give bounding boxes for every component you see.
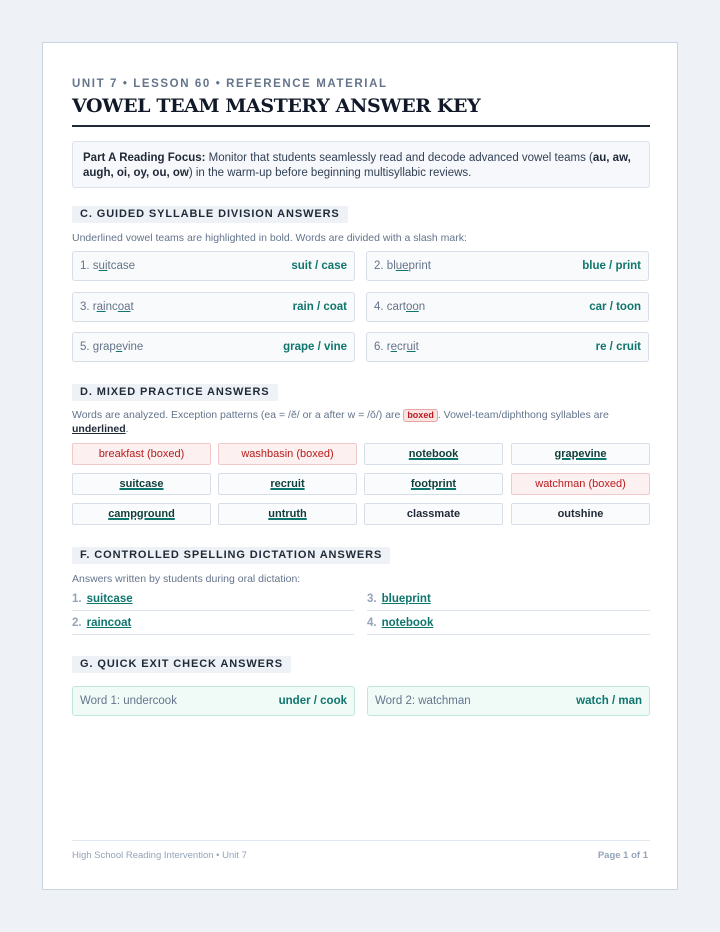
syllable-card-2 [366, 251, 649, 281]
mixed-cell: breakfast (boxed) [72, 443, 211, 465]
focus-label: Part A Reading Focus: [83, 152, 206, 164]
exit-check-card-2 [367, 686, 650, 716]
reading-focus-box [72, 141, 650, 188]
section-d-note: Words are analyzed. Exception patterns (ea = /ĕ/ or a after w = /ŏ/) are boxed . Vowel-team/diphthong syllables are [72, 409, 609, 421]
section-f-note: Answers written by students during oral dictation: [72, 573, 301, 585]
section-c-heading: C. GUIDED SYLLABLE DIVISION ANSWERS [72, 206, 348, 223]
dictation-item: 2. raincoat [72, 616, 354, 635]
syllable-card-3 [72, 292, 355, 322]
syllable-word: 1. suitcase [80, 260, 135, 272]
page-title: VOWEL TEAM MASTERY ANSWER KEY [72, 95, 481, 117]
mixed-cell: campground [72, 503, 211, 525]
syllable-word: 3. raincoat [80, 301, 134, 313]
section-d-heading: D. MIXED PRACTICE ANSWERS [72, 384, 278, 401]
section-c-note: Underlined vowel teams are highlighted in bold. Words are divided with a slash mark: [72, 232, 467, 244]
mixed-cell: outshine [511, 503, 650, 525]
exit-word: Word 1: undercook [80, 695, 177, 707]
boxed-chip: boxed [403, 409, 438, 422]
answer-key-page [42, 42, 678, 890]
mixed-cell: suitcase [72, 473, 211, 495]
mixed-cell: classmate [364, 503, 503, 525]
syllable-answer: grape / vine [283, 341, 347, 353]
exit-word: Word 2: watchman [375, 695, 471, 707]
syllable-answer: blue / print [582, 260, 641, 272]
syllable-answer: re / cruit [595, 341, 641, 353]
syllable-card-6 [366, 332, 649, 362]
syllable-card-1 [72, 251, 355, 281]
mixed-cell: footprint [364, 473, 503, 495]
exit-answer: watch / man [576, 695, 642, 707]
syllable-word: 6. recruit [374, 341, 419, 353]
section-f-heading: F. CONTROLLED SPELLING DICTATION ANSWERS [72, 547, 390, 564]
focus-teams: au, aw, augh, oi, oy, ou, ow [83, 152, 631, 179]
mixed-cell: grapevine [511, 443, 650, 465]
dictation-item: 3. blueprint [367, 592, 650, 611]
mixed-cell: washbasin (boxed) [218, 443, 357, 465]
section-g-heading: G. QUICK EXIT CHECK ANSWERS [72, 656, 291, 673]
footer-course: High School Reading Intervention • Unit 7 [72, 850, 247, 861]
syllable-card-5 [72, 332, 355, 362]
syllable-word: 4. cartoon [374, 301, 426, 313]
focus-text-before: Monitor that students seamlessly read and decode advanced vowel teams ( [205, 152, 593, 164]
footer-page-number: Page 1 of 1 [597, 850, 648, 861]
mixed-cell: untruth [218, 503, 357, 525]
section-d-note-cont: underlined. [72, 423, 129, 435]
mixed-cell: recruit [218, 473, 357, 495]
footer-divider [72, 840, 650, 841]
exit-answer: under / cook [278, 695, 347, 707]
syllable-answer: suit / case [291, 260, 347, 272]
syllable-answer: car / toon [589, 301, 641, 313]
focus-text-after: ) in the warm-up before beginning multisyllabic reviews. [188, 167, 472, 179]
mixed-cell: notebook [364, 443, 503, 465]
mixed-cell: watchman (boxed) [511, 473, 650, 495]
syllable-word: 5. grapevine [80, 341, 144, 353]
syllable-card-4 [366, 292, 649, 322]
dictation-item: 1. suitcase [72, 592, 354, 611]
syllable-answer: rain / coat [292, 301, 347, 313]
syllable-word: 2. blueprint [374, 260, 431, 272]
dictation-item: 4. notebook [367, 616, 650, 635]
title-rule [72, 125, 650, 127]
exit-check-card-1 [72, 686, 355, 716]
lesson-kicker: UNIT 7 • LESSON 60 • REFERENCE MATERIAL [72, 78, 388, 90]
